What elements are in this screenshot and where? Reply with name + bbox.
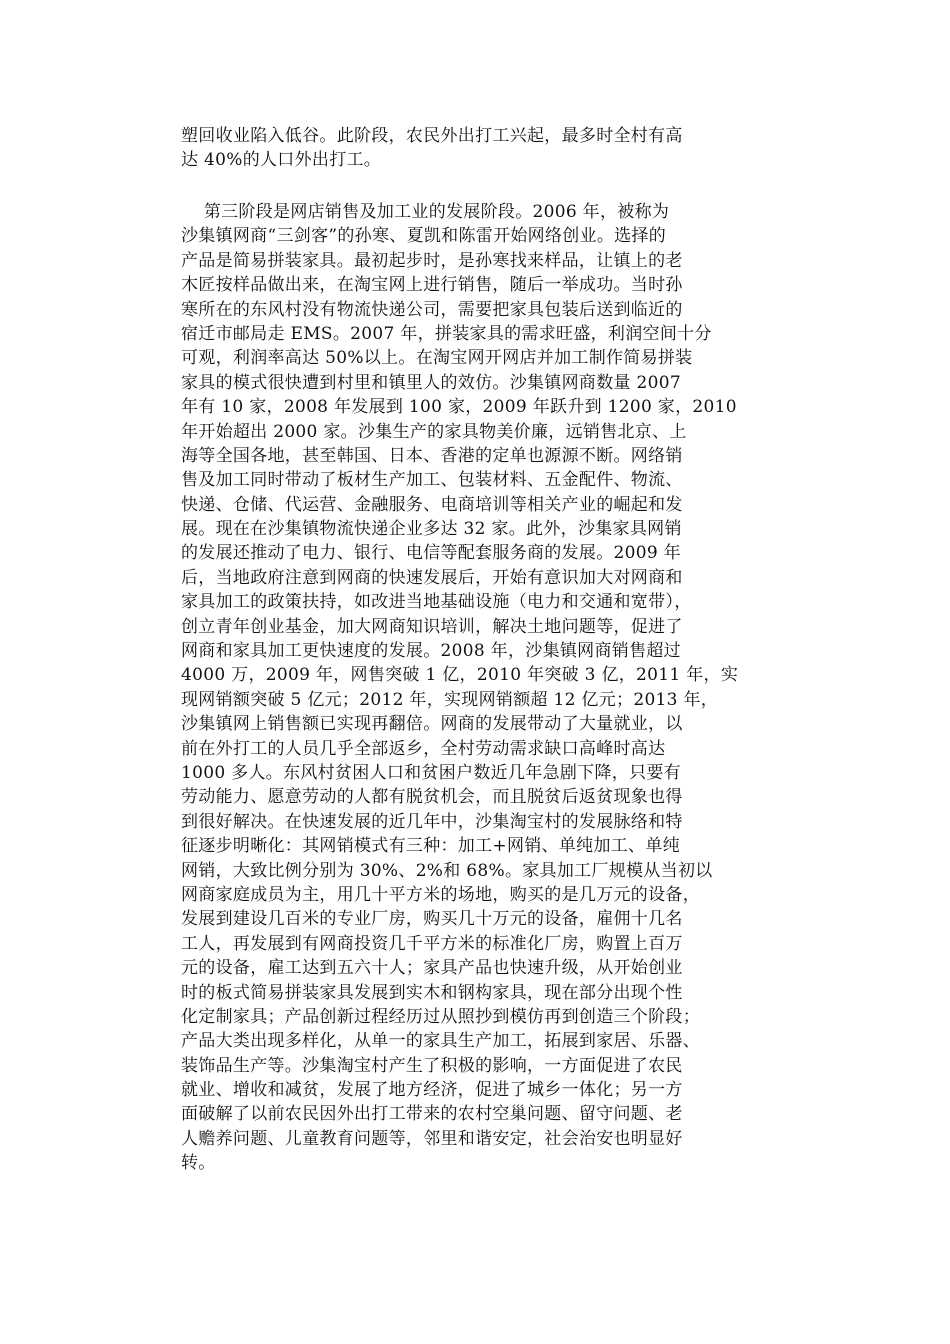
- text-line: 网商和家具加工更快速度的发展。2008 年，沙集镇网商销售超过: [181, 641, 681, 662]
- text-line: 1000 多人。东风村贫困人口和贫困户数近几年急剧下降，只要有: [181, 762, 681, 783]
- text-line: 化定制家具；产品创新过程经历过从照抄到模仿再到创造三个阶段；: [181, 1006, 700, 1027]
- text-line: 前在外打工的人员几乎全部返乡，全村劳动需求缺口高峰时高达: [181, 738, 666, 759]
- text-line: 劳动能力、愿意劳动的人都有脱贫机会，而且脱贫后返贫现象也得: [181, 787, 683, 808]
- text-line: 年开始超出 2000 家。沙集生产的家具物美价廉，远销售北京、上: [181, 421, 687, 442]
- text-line: 就业、增收和减贫，发展了地方经济，促进了城乡一体化；另一方: [181, 1080, 683, 1101]
- text-line: 达 40%的人口外出打工。: [181, 150, 382, 171]
- text-line: 发展到建设几百米的专业厂房，购买几十万元的设备，雇佣十几名: [181, 909, 683, 930]
- text-line: 4000 万，2009 年，网售突破 1 亿，2010 年突破 3 亿，2011 年，实: [181, 665, 739, 686]
- text-line: 面破解了以前农民因外出打工带来的农村空巢问题、留守问题、老: [181, 1104, 683, 1125]
- text-line: 可观，利润率高达 50%以上。在淘宝网开网店并加工制作简易拼装: [181, 348, 693, 369]
- text-line: 转。: [181, 1153, 216, 1174]
- text-line: 产品大类出现多样化，从单一的家具生产加工，拓展到家居、乐器、: [181, 1031, 700, 1052]
- text-line: 快递、仓储、代运营、金融服务、电商培训等相关产业的崛起和发: [181, 494, 683, 515]
- paragraph-1: [181, 124, 781, 173]
- text-line: 网销，大致比例分别为 30%、2%和 68%。家具加工厂规模从当初以: [181, 860, 713, 881]
- text-line: 时的板式简易拼装家具发展到实木和钢构家具，现在部分出现个性: [181, 982, 683, 1003]
- text-line: 征逐步明晰化：其网销模式有三种：加工+网销、单纯加工、单纯: [181, 836, 680, 857]
- text-line: 沙集镇网商“三剑客”的孙寒、夏凯和陈雷开始网络创业。选择的: [181, 226, 667, 247]
- text-line: 人赡养问题、儿童教育问题等，邻里和谐安定，社会治安也明显好: [181, 1128, 683, 1149]
- text-line: 年有 10 家，2008 年发展到 100 家，2009 年跃升到 1200 家，2010: [181, 397, 737, 418]
- text-line: 现网销额突破 5 亿元；2012 年，实现网销额超 12 亿元；2013 年，: [181, 689, 719, 710]
- text-line: 海等全国各地，甚至韩国、日本、香港的定单也源源不断。网络销: [181, 445, 683, 466]
- text-line: 的发展还推动了电力、银行、电信等配套服务商的发展。2009 年: [181, 543, 681, 564]
- text-line: 寒所在的东风村没有物流快递公司，需要把家具包装后送到临近的: [181, 299, 683, 320]
- text-line: 网商家庭成员为主，用几十平方米的场地，购买的是几万元的设备，: [181, 884, 700, 905]
- text-line: 第三阶段是网店销售及加工业的发展阶段。2006 年，被称为: [181, 202, 670, 222]
- text-line: 到很好解决。在快速发展的近几年中，沙集淘宝村的发展脉络和特: [181, 811, 683, 832]
- text-line: 沙集镇网上销售额已实现再翻倍。网商的发展带动了大量就业，以: [181, 714, 683, 735]
- text-line: 宿迁市邮局走 EMS。2007 年，拼装家具的需求旺盛，利润空间十分: [181, 323, 712, 344]
- text-line: 家具的模式很快遭到村里和镇里人的效仿。沙集镇网商数量 2007: [181, 372, 681, 393]
- paragraph-2: [181, 200, 781, 1176]
- text-line: 展。现在在沙集镇物流快递企业多达 32 家。此外，沙集家具网销: [181, 519, 682, 540]
- text-line: 装饰品生产等。沙集淘宝村产生了积极的影响，一方面促进了农民: [181, 1055, 683, 1076]
- text-line: 家具加工的政策扶持，如改进当地基础设施（电力和交通和宽带），: [181, 592, 692, 613]
- text-line: 后，当地政府注意到网商的快速发展后，开始有意识加大对网商和: [181, 567, 683, 588]
- text-line: 塑回收业陷入低谷。此阶段，农民外出打工兴起，最多时全村有高: [181, 126, 683, 146]
- text-line: 木匠按样品做出来，在淘宝网上进行销售，随后一举成功。当时孙: [181, 275, 683, 296]
- text-line: 元的设备，雇工达到五六十人；家具产品也快速升级，从开始创业: [181, 958, 683, 979]
- text-line: 创立青年创业基金，加大网商知识培训，解决土地问题等，促进了: [181, 616, 683, 637]
- text-line: 售及加工同时带动了板材生产加工、包装材料、五金配件、物流、: [181, 470, 683, 491]
- text-line: 工人，再发展到有网商投资几千平方米的标准化厂房，购置上百万: [181, 933, 683, 954]
- text-line: 产品是简易拼装家具。最初起步时，是孙寒找来样品，让镇上的老: [181, 250, 683, 271]
